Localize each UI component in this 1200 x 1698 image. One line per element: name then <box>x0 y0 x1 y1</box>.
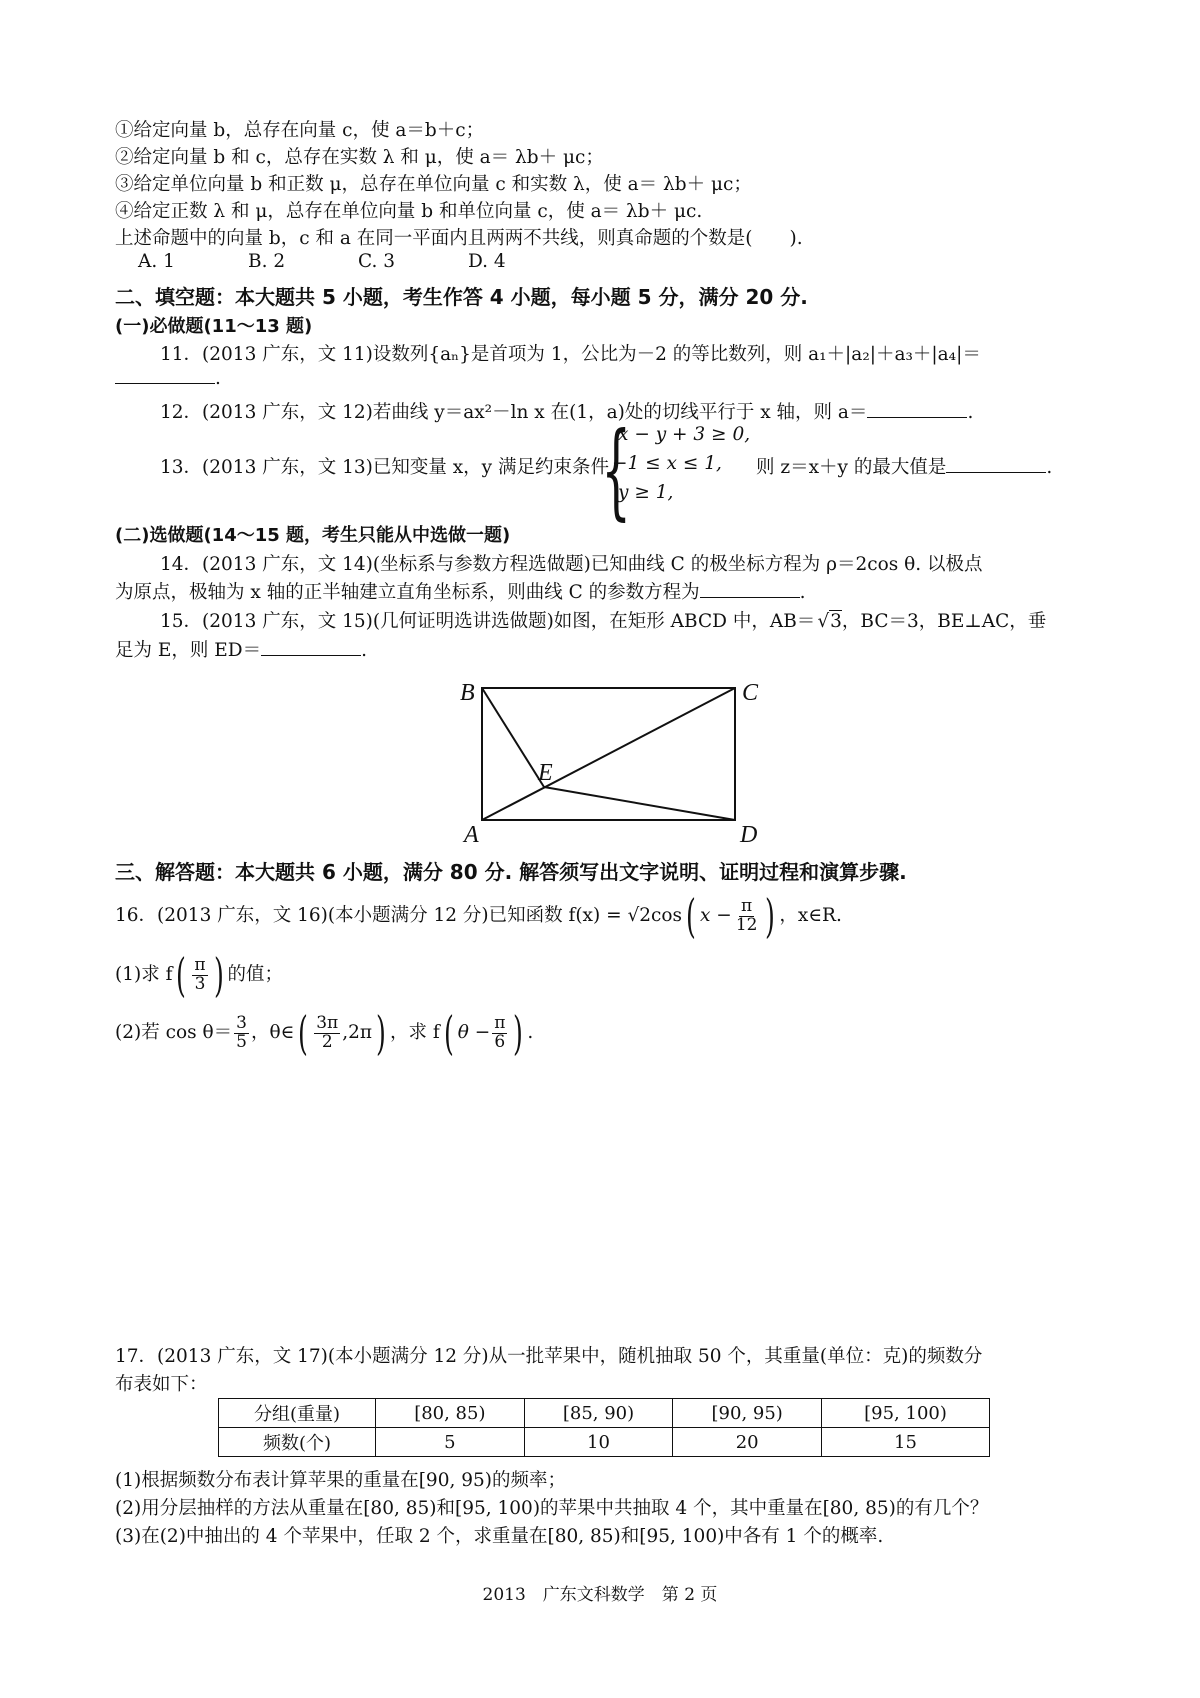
q13-brace: { <box>601 409 631 531</box>
label-a: A <box>464 822 479 845</box>
label-c: C <box>742 680 759 706</box>
section2-title: 二、填空题：本大题共 5 小题，考生作答 4 小题，每小题 5 分，满分 20 分. <box>115 285 808 309</box>
q13-constraint-3: y ≥ 1, <box>618 482 674 503</box>
mc-item-3: ③给定单位向量 b 和正数 μ，总存在单位向量 c 和实数 λ，使 a＝ λb＋ μc； <box>115 174 752 195</box>
label-d: D <box>740 822 758 845</box>
q17-part3: (3)在(2)中抽出的 4 个苹果中，任取 2 个，求重量在[80, 85)和[95, 100)中各有 1 个的概率. <box>115 1526 884 1547</box>
section3-title: 三、解答题：本大题共 6 小题，满分 80 分. 解答须写出文字说明、证明过程和演算步骤. <box>115 860 907 884</box>
q11-text: 11．(2013 广东，文 11)设数列{aₙ}是首项为 1，公比为－2 的等比数列，则 a₁＋|a₂|＋a₃＋|a₄|＝ <box>160 344 981 365</box>
q13-post: 则 z＝x＋y 的最大值是 . <box>756 457 1053 478</box>
table-header-row <box>219 1399 990 1428</box>
mc-item-1: ①给定向量 b，总存在向量 c，使 a＝b＋c； <box>115 120 485 141</box>
q16-part2: (2)若 cos θ＝ $\frac{3}{5}$ ，θ∈( $\frac{3\pi}{2}$ ,2π) ，求 f( θ − $\frac{\pi}{6}$ ) . <box>115 1006 534 1060</box>
optional-title: (二)选做题(14～15 题，考生只能从中选做一题) <box>115 525 511 546</box>
q13-constraint-1: x − y + 3 ≥ 0, <box>618 424 751 445</box>
mc-item-2: ②给定向量 b 和 c，总存在实数 λ 和 μ，使 a＝ λb＋ μc； <box>115 147 604 168</box>
table-cell: 5 <box>376 1428 525 1457</box>
q17-line2: 布表如下： <box>115 1374 208 1395</box>
table-cell: [85, 90) <box>524 1399 673 1428</box>
q16-part1: (1)求 f( $\frac{\pi}{3}$ ) 的值； <box>115 948 284 1002</box>
mc-option-c: C. 3 <box>358 251 396 272</box>
rectangle-figure <box>440 670 770 845</box>
page-footer: 2013 广东文科数学 第 2 页 <box>482 1585 718 1605</box>
q15-line1: 15．(2013 广东，文 15)(几何证明选讲选做题)如图，在矩形 ABCD 中，AB＝ √3，BC＝3，BE⊥AC，垂 <box>160 611 1047 632</box>
mc-item-4: ④给定正数 λ 和 μ，总存在单位向量 b 和单位向量 c，使 a＝ λb＋ μc. <box>115 201 703 222</box>
table-cell: 频数(个) <box>219 1428 376 1457</box>
frequency-table <box>218 1398 990 1457</box>
q13-pre: 13．(2013 广东，文 13)已知变量 x，y 满足约束条件 <box>160 457 610 478</box>
q11-answer-line: . <box>115 368 221 389</box>
mc-option-a: A. 1 <box>138 251 175 272</box>
mc-option-d: D. 4 <box>468 251 506 272</box>
q12-text: 12．(2013 广东，文 12)若曲线 y＝ax²－ln x 在(1，a)处的切线平行于 x 轴，则 a＝ . <box>160 402 974 423</box>
table-row <box>219 1428 990 1457</box>
q17-part2: (2)用分层抽样的方法从重量在[80, 85)和[95, 100)的苹果中共抽取 4 个，其中重量在[80, 85)的有几个？ <box>115 1498 989 1519</box>
q13-constraint-2: −1 ≤ x ≤ 1, <box>612 453 722 474</box>
q14-line2: 为原点，极轴为 x 轴的正半轴建立直角坐标系，则曲线 C 的参数方程为 . <box>115 582 806 603</box>
table-cell: 15 <box>822 1428 990 1457</box>
q14-line1: 14．(2013 广东，文 14)(坐标系与参数方程选做题)已知曲线 C 的极坐标方程为 ρ＝2cos θ. 以极点 <box>160 554 983 575</box>
required-title: (一)必做题(11～13 题) <box>115 316 313 337</box>
table-cell: [95, 100) <box>822 1399 990 1428</box>
segment-ed <box>544 787 735 820</box>
segment-be <box>482 688 544 787</box>
table-cell: [80, 85) <box>376 1399 525 1428</box>
q15-line2: 足为 E，则 ED＝ . <box>115 640 367 661</box>
table-cell: [90, 95) <box>673 1399 822 1428</box>
q17-part1: (1)根据频数分布表计算苹果的重量在[90, 95)的频率； <box>115 1470 566 1491</box>
mc-stem: 上述命题中的向量 b，c 和 a 在同一平面内且两两不共线，则真命题的个数是( ). <box>115 228 803 249</box>
q17-line1: 17．(2013 广东，文 17)(本小题满分 12 分)从一批苹果中，随机抽取 50 个，其重量(单位：克)的频数分 <box>115 1346 983 1367</box>
table-cell: 分组(重量) <box>219 1399 376 1428</box>
label-e: E <box>538 760 553 786</box>
table-cell: 10 <box>524 1428 673 1457</box>
mc-option-b: B. 2 <box>248 251 286 272</box>
diagonal-ac <box>482 688 735 820</box>
table-cell: 20 <box>673 1428 822 1457</box>
q16-stem: 16．(2013 广东，文 16)(本小题满分 12 分)已知函数 f(x) = √2cos( x − $\frac{\pi}{12}$ ) ，x∈R. <box>115 889 842 943</box>
label-b: B <box>460 680 475 706</box>
